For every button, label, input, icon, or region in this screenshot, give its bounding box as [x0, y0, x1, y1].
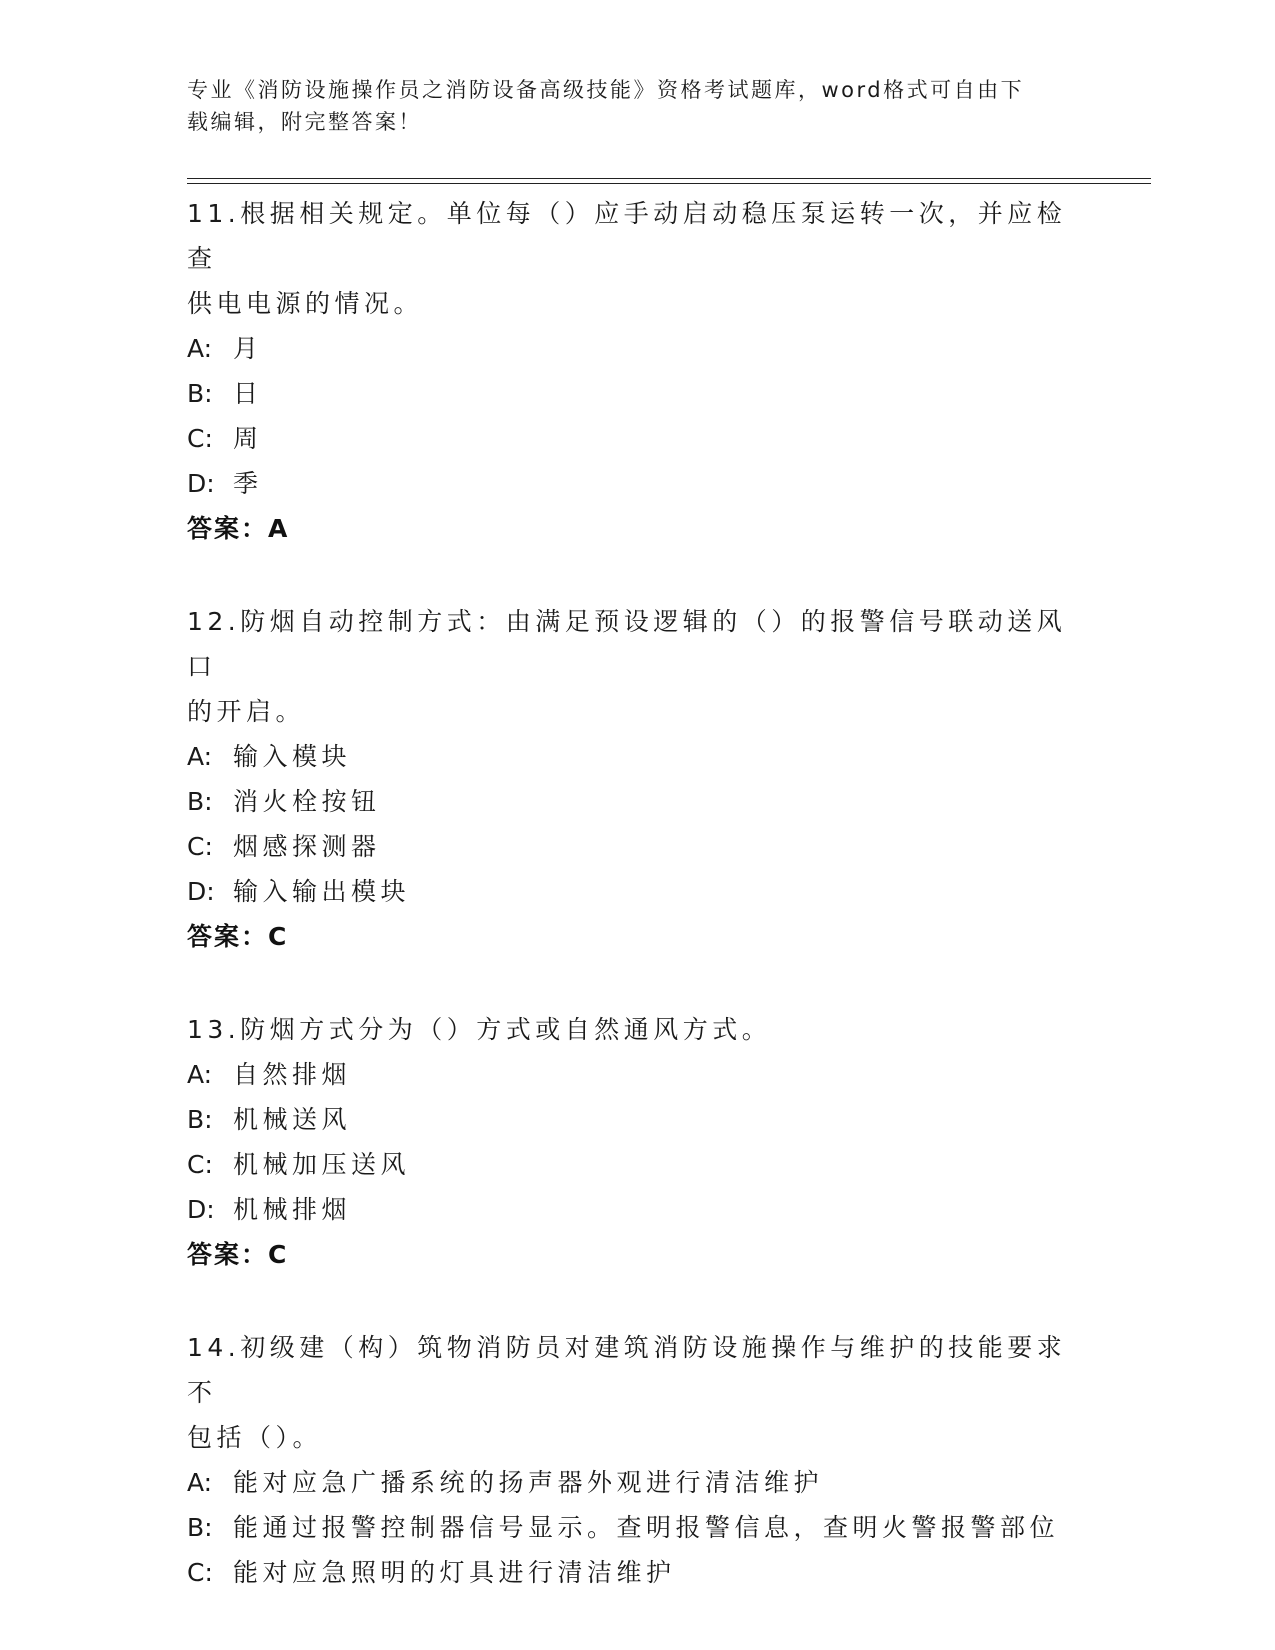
- option-letter: C:: [187, 832, 213, 861]
- stem-line-1: 14.初级建（构）筑物消防员对建筑消防设施操作与维护的技能要求不: [187, 1333, 1067, 1407]
- option-c: [187, 824, 1087, 869]
- question-12: [187, 599, 1087, 959]
- option-text: 输入输出模块: [233, 877, 411, 906]
- option-letter: C:: [187, 1150, 213, 1179]
- question-list: [187, 191, 1087, 1643]
- document-header: [187, 74, 1067, 138]
- option-text: 季: [233, 469, 263, 498]
- option-d: [187, 461, 1087, 506]
- option-text: 能对应急广播系统的扬声器外观进行清洁维护: [233, 1468, 824, 1497]
- stem-line-1: 13.防烟方式分为（）方式或自然通风方式。: [187, 1015, 772, 1044]
- stem-line-2: 供电电源的情况。: [187, 289, 424, 318]
- option-a: [187, 1052, 1087, 1097]
- option-d: [187, 1187, 1087, 1232]
- option-a: [187, 326, 1087, 371]
- question-14: [187, 1325, 1087, 1595]
- option-letter: B:: [187, 1513, 213, 1542]
- stem-line-1: 11.根据相关规定。单位每（）应手动启动稳压泵运转一次，并应检查: [187, 199, 1067, 273]
- stem-line-2: 的开启。: [187, 697, 306, 726]
- option-letter: B:: [187, 787, 213, 816]
- stem-line-2: 包括（）。: [187, 1423, 323, 1452]
- option-a: [187, 1460, 1087, 1505]
- option-c: [187, 416, 1087, 461]
- option-text: 能通过报警控制器信号显示。查明报警信息，查明火警报警部位: [233, 1513, 1060, 1542]
- option-b: [187, 779, 1087, 824]
- question-13: [187, 1007, 1087, 1277]
- option-b: [187, 1505, 1087, 1550]
- answer: 答案：C: [187, 1240, 289, 1269]
- option-a: [187, 734, 1087, 779]
- stem-line-1: 12.防烟自动控制方式：由满足预设逻辑的（）的报警信号联动送风口: [187, 607, 1067, 681]
- option-b: [187, 371, 1087, 416]
- option-letter: B:: [187, 1105, 213, 1134]
- option-c: [187, 1142, 1087, 1187]
- option-c: [187, 1550, 1087, 1595]
- option-text: 月: [233, 334, 263, 363]
- question-stem: [187, 1007, 1087, 1052]
- option-text: 机械送风: [233, 1105, 352, 1134]
- option-text: 机械加压送风: [233, 1150, 411, 1179]
- option-text: 机械排烟: [233, 1195, 352, 1224]
- option-b: [187, 1097, 1087, 1142]
- question-stem: [187, 1325, 1087, 1460]
- option-letter: B:: [187, 379, 213, 408]
- answer: 答案：A: [187, 514, 290, 543]
- question-stem: [187, 191, 1087, 326]
- option-letter: A:: [187, 1060, 213, 1089]
- option-letter: D:: [187, 1195, 215, 1224]
- option-d: [187, 869, 1087, 914]
- option-text: 自然排烟: [233, 1060, 352, 1089]
- header-divider-bottom: [187, 183, 1151, 184]
- option-letter: C:: [187, 1558, 213, 1587]
- option-letter: A:: [187, 742, 213, 771]
- option-letter: A:: [187, 1468, 213, 1497]
- option-letter: A:: [187, 334, 213, 363]
- option-letter: D:: [187, 469, 215, 498]
- header-divider-top: [187, 178, 1151, 179]
- question-11: [187, 191, 1087, 551]
- header-line-2: 载编辑，附完整答案！: [187, 110, 422, 134]
- option-text: 日: [233, 379, 263, 408]
- option-letter: C:: [187, 424, 213, 453]
- option-text: 输入模块: [233, 742, 352, 771]
- option-text: 能对应急照明的灯具进行清洁维护: [233, 1558, 676, 1587]
- header-line-1: 专业《消防设施操作员之消防设备高级技能》资格考试题库，word格式可自由下: [187, 78, 1025, 102]
- option-text: 烟感探测器: [233, 832, 381, 861]
- option-letter: D:: [187, 877, 215, 906]
- option-text: 消火栓按钮: [233, 787, 381, 816]
- question-stem: [187, 599, 1087, 734]
- answer: 答案：C: [187, 922, 289, 951]
- option-text: 周: [233, 424, 263, 453]
